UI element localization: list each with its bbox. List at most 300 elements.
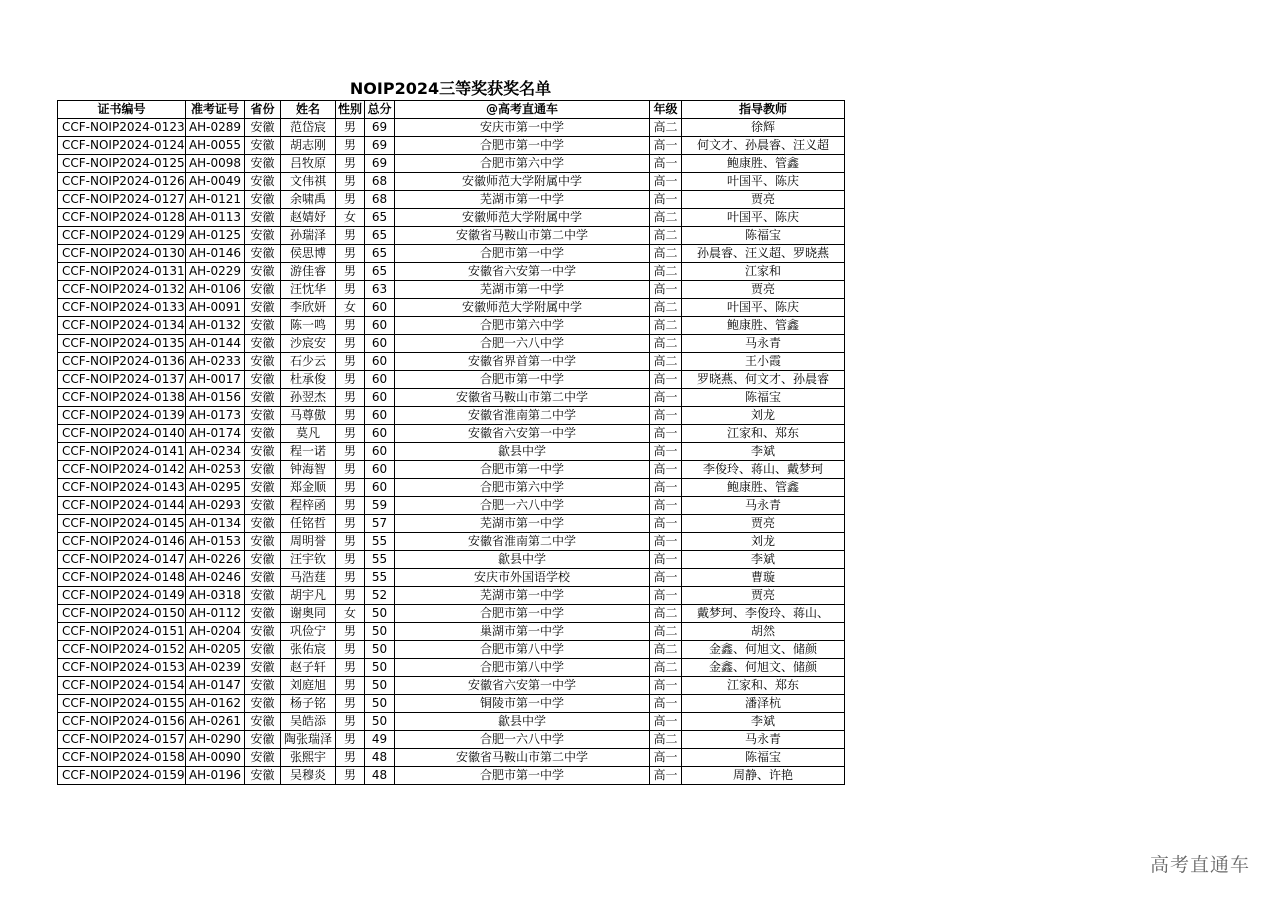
student-name-cell: 谢奥同 [281, 605, 336, 623]
award-table [57, 100, 845, 785]
score-cell: 60 [365, 389, 395, 407]
school-cell: 安徽省六安第一中学 [395, 263, 650, 281]
score-cell: 65 [365, 209, 395, 227]
header-province: 省份 [245, 101, 281, 119]
exam-number-cell: AH-0261 [186, 713, 245, 731]
score-cell: 60 [365, 407, 395, 425]
table-row [58, 299, 845, 317]
teacher-cell: 马永青 [682, 335, 845, 353]
gender-cell: 男 [336, 623, 365, 641]
gender-cell: 男 [336, 281, 365, 299]
table-row [58, 749, 845, 767]
school-cell: 安徽师范大学附属中学 [395, 299, 650, 317]
grade-cell: 高一 [650, 515, 682, 533]
gender-cell: 女 [336, 299, 365, 317]
exam-number-cell: AH-0098 [186, 155, 245, 173]
grade-cell: 高一 [650, 425, 682, 443]
table-row [58, 443, 845, 461]
student-name-cell: 游佳睿 [281, 263, 336, 281]
province-cell: 安徽 [245, 137, 281, 155]
score-cell: 60 [365, 443, 395, 461]
province-cell: 安徽 [245, 569, 281, 587]
province-cell: 安徽 [245, 641, 281, 659]
exam-number-cell: AH-0125 [186, 227, 245, 245]
province-cell: 安徽 [245, 389, 281, 407]
table-row [58, 263, 845, 281]
student-name-cell: 孙瑞泽 [281, 227, 336, 245]
score-cell: 69 [365, 155, 395, 173]
student-name-cell: 汪宇钦 [281, 551, 336, 569]
grade-cell: 高二 [650, 245, 682, 263]
table-row [58, 605, 845, 623]
exam-number-cell: AH-0173 [186, 407, 245, 425]
teacher-cell: 马永青 [682, 731, 845, 749]
teacher-cell: 何文才、孙晨睿、汪义超 [682, 137, 845, 155]
province-cell: 安徽 [245, 695, 281, 713]
grade-cell: 高一 [650, 695, 682, 713]
province-cell: 安徽 [245, 605, 281, 623]
province-cell: 安徽 [245, 623, 281, 641]
school-cell: 安徽省马鞍山市第二中学 [395, 227, 650, 245]
school-cell: 安庆市外国语学校 [395, 569, 650, 587]
table-row [58, 281, 845, 299]
teacher-cell: 刘龙 [682, 407, 845, 425]
cert-number-cell: CCF-NOIP2024-0154 [58, 677, 186, 695]
table-row [58, 173, 845, 191]
score-cell: 50 [365, 641, 395, 659]
teacher-cell: 罗晓燕、何文才、孙晨睿 [682, 371, 845, 389]
table-row [58, 623, 845, 641]
teacher-cell: 陈福宝 [682, 389, 845, 407]
province-cell: 安徽 [245, 407, 281, 425]
gender-cell: 男 [336, 731, 365, 749]
score-cell: 60 [365, 335, 395, 353]
gender-cell: 男 [336, 407, 365, 425]
school-cell: 合肥市第一中学 [395, 461, 650, 479]
gender-cell: 男 [336, 461, 365, 479]
school-cell: 合肥市第六中学 [395, 479, 650, 497]
exam-number-cell: AH-0017 [186, 371, 245, 389]
score-cell: 57 [365, 515, 395, 533]
table-row [58, 479, 845, 497]
table-row [58, 245, 845, 263]
gender-cell: 男 [336, 389, 365, 407]
score-cell: 50 [365, 659, 395, 677]
cert-number-cell: CCF-NOIP2024-0131 [58, 263, 186, 281]
school-cell: 合肥市第一中学 [395, 371, 650, 389]
cert-number-cell: CCF-NOIP2024-0142 [58, 461, 186, 479]
gender-cell: 男 [336, 173, 365, 191]
exam-number-cell: AH-0318 [186, 587, 245, 605]
header-exam-number: 准考证号 [186, 101, 245, 119]
school-cell: 歙县中学 [395, 713, 650, 731]
province-cell: 安徽 [245, 497, 281, 515]
school-cell: 歙县中学 [395, 551, 650, 569]
score-cell: 48 [365, 767, 395, 785]
score-cell: 50 [365, 695, 395, 713]
province-cell: 安徽 [245, 767, 281, 785]
student-name-cell: 程梓函 [281, 497, 336, 515]
score-cell: 48 [365, 749, 395, 767]
gender-cell: 男 [336, 515, 365, 533]
gender-cell: 男 [336, 245, 365, 263]
table-row [58, 713, 845, 731]
grade-cell: 高一 [650, 173, 682, 191]
table-row [58, 515, 845, 533]
student-name-cell: 吴皓添 [281, 713, 336, 731]
grade-cell: 高一 [650, 551, 682, 569]
gender-cell: 男 [336, 479, 365, 497]
gender-cell: 男 [336, 659, 365, 677]
table-row [58, 533, 845, 551]
school-cell: 安徽省马鞍山市第二中学 [395, 389, 650, 407]
grade-cell: 高二 [650, 605, 682, 623]
score-cell: 60 [365, 461, 395, 479]
gender-cell: 男 [336, 263, 365, 281]
table-row [58, 551, 845, 569]
province-cell: 安徽 [245, 425, 281, 443]
exam-number-cell: AH-0205 [186, 641, 245, 659]
table-row [58, 209, 845, 227]
exam-number-cell: AH-0121 [186, 191, 245, 209]
teacher-cell: 王小霞 [682, 353, 845, 371]
score-cell: 60 [365, 353, 395, 371]
cert-number-cell: CCF-NOIP2024-0132 [58, 281, 186, 299]
header-cert-number: 证书编号 [58, 101, 186, 119]
score-cell: 68 [365, 173, 395, 191]
exam-number-cell: AH-0234 [186, 443, 245, 461]
exam-number-cell: AH-0253 [186, 461, 245, 479]
cert-number-cell: CCF-NOIP2024-0124 [58, 137, 186, 155]
student-name-cell: 刘庭旭 [281, 677, 336, 695]
gender-cell: 男 [336, 155, 365, 173]
teacher-cell: 李斌 [682, 443, 845, 461]
school-cell: 合肥市第一中学 [395, 245, 650, 263]
score-cell: 50 [365, 605, 395, 623]
province-cell: 安徽 [245, 713, 281, 731]
table-row [58, 767, 845, 785]
teacher-cell: 鲍康胜、管鑫 [682, 317, 845, 335]
grade-cell: 高一 [650, 713, 682, 731]
exam-number-cell: AH-0174 [186, 425, 245, 443]
school-cell: 合肥市第一中学 [395, 137, 650, 155]
score-cell: 65 [365, 263, 395, 281]
exam-number-cell: AH-0233 [186, 353, 245, 371]
exam-number-cell: AH-0146 [186, 245, 245, 263]
grade-cell: 高二 [650, 317, 682, 335]
gender-cell: 男 [336, 425, 365, 443]
score-cell: 60 [365, 371, 395, 389]
student-name-cell: 石少云 [281, 353, 336, 371]
student-name-cell: 钟海智 [281, 461, 336, 479]
cert-number-cell: CCF-NOIP2024-0155 [58, 695, 186, 713]
gender-cell: 男 [336, 443, 365, 461]
student-name-cell: 周明誉 [281, 533, 336, 551]
exam-number-cell: AH-0289 [186, 119, 245, 137]
cert-number-cell: CCF-NOIP2024-0141 [58, 443, 186, 461]
header-name: 姓名 [281, 101, 336, 119]
exam-number-cell: AH-0112 [186, 605, 245, 623]
gender-cell: 男 [336, 137, 365, 155]
table-row [58, 137, 845, 155]
student-name-cell: 程一诺 [281, 443, 336, 461]
cert-number-cell: CCF-NOIP2024-0151 [58, 623, 186, 641]
school-cell: 合肥市第八中学 [395, 659, 650, 677]
cert-number-cell: CCF-NOIP2024-0144 [58, 497, 186, 515]
cert-number-cell: CCF-NOIP2024-0149 [58, 587, 186, 605]
grade-cell: 高一 [650, 191, 682, 209]
student-name-cell: 郑金顺 [281, 479, 336, 497]
student-name-cell: 陶张瑞泽 [281, 731, 336, 749]
school-cell: 合肥市第一中学 [395, 767, 650, 785]
cert-number-cell: CCF-NOIP2024-0135 [58, 335, 186, 353]
province-cell: 安徽 [245, 479, 281, 497]
score-cell: 52 [365, 587, 395, 605]
student-name-cell: 马尊傲 [281, 407, 336, 425]
grade-cell: 高二 [650, 263, 682, 281]
score-cell: 60 [365, 299, 395, 317]
school-cell: 合肥市第八中学 [395, 641, 650, 659]
cert-number-cell: CCF-NOIP2024-0156 [58, 713, 186, 731]
grade-cell: 高一 [650, 461, 682, 479]
gender-cell: 男 [336, 677, 365, 695]
gender-cell: 男 [336, 533, 365, 551]
teacher-cell: 潘泽杭 [682, 695, 845, 713]
school-cell: 合肥市第一中学 [395, 605, 650, 623]
page-title: NOIP2024三等奖获奖名单 [349, 79, 552, 98]
teacher-cell: 陈福宝 [682, 227, 845, 245]
gender-cell: 男 [336, 497, 365, 515]
student-name-cell: 马浩莛 [281, 569, 336, 587]
table-row [58, 497, 845, 515]
score-cell: 60 [365, 479, 395, 497]
score-cell: 60 [365, 425, 395, 443]
student-name-cell: 孙翌杰 [281, 389, 336, 407]
school-cell: 安徽省马鞍山市第二中学 [395, 749, 650, 767]
province-cell: 安徽 [245, 533, 281, 551]
header-row [58, 101, 845, 119]
cert-number-cell: CCF-NOIP2024-0159 [58, 767, 186, 785]
teacher-cell: 金鑫、何旭文、储颜 [682, 659, 845, 677]
teacher-cell: 徐辉 [682, 119, 845, 137]
cert-number-cell: CCF-NOIP2024-0123 [58, 119, 186, 137]
score-cell: 50 [365, 713, 395, 731]
student-name-cell: 任铭哲 [281, 515, 336, 533]
school-cell: 铜陵市第一中学 [395, 695, 650, 713]
school-cell: 安徽省六安第一中学 [395, 677, 650, 695]
gender-cell: 男 [336, 227, 365, 245]
gender-cell: 男 [336, 335, 365, 353]
teacher-cell: 江家和 [682, 263, 845, 281]
watermark: 高考直通车 [1149, 854, 1250, 876]
cert-number-cell: CCF-NOIP2024-0147 [58, 551, 186, 569]
header-school: @高考直通车 [395, 101, 650, 119]
table-row [58, 227, 845, 245]
exam-number-cell: AH-0153 [186, 533, 245, 551]
province-cell: 安徽 [245, 551, 281, 569]
teacher-cell: 李斌 [682, 551, 845, 569]
table-row [58, 407, 845, 425]
teacher-cell: 贾亮 [682, 587, 845, 605]
gender-cell: 男 [336, 641, 365, 659]
student-name-cell: 赵子轩 [281, 659, 336, 677]
grade-cell: 高一 [650, 749, 682, 767]
table-body [58, 119, 845, 785]
grade-cell: 高一 [650, 767, 682, 785]
province-cell: 安徽 [245, 731, 281, 749]
province-cell: 安徽 [245, 245, 281, 263]
cert-number-cell: CCF-NOIP2024-0138 [58, 389, 186, 407]
table-row [58, 353, 845, 371]
province-cell: 安徽 [245, 281, 281, 299]
table-row [58, 335, 845, 353]
table-row [58, 461, 845, 479]
grade-cell: 高一 [650, 497, 682, 515]
gender-cell: 男 [336, 767, 365, 785]
province-cell: 安徽 [245, 227, 281, 245]
gender-cell: 男 [336, 587, 365, 605]
province-cell: 安徽 [245, 443, 281, 461]
student-name-cell: 张熙宇 [281, 749, 336, 767]
province-cell: 安徽 [245, 353, 281, 371]
teacher-cell: 金鑫、何旭文、储颜 [682, 641, 845, 659]
cert-number-cell: CCF-NOIP2024-0143 [58, 479, 186, 497]
gender-cell: 男 [336, 551, 365, 569]
teacher-cell: 江家和、郑东 [682, 425, 845, 443]
student-name-cell: 文伟祺 [281, 173, 336, 191]
school-cell: 合肥一六八中学 [395, 335, 650, 353]
school-cell: 合肥一六八中学 [395, 497, 650, 515]
school-cell: 芜湖市第一中学 [395, 281, 650, 299]
province-cell: 安徽 [245, 191, 281, 209]
grade-cell: 高二 [650, 227, 682, 245]
table-row [58, 731, 845, 749]
student-name-cell: 汪忱华 [281, 281, 336, 299]
school-cell: 合肥市第六中学 [395, 155, 650, 173]
teacher-cell: 曹璇 [682, 569, 845, 587]
header-teacher: 指导教师 [682, 101, 845, 119]
school-cell: 安徽师范大学附属中学 [395, 209, 650, 227]
score-cell: 65 [365, 227, 395, 245]
gender-cell: 男 [336, 317, 365, 335]
exam-number-cell: AH-0246 [186, 569, 245, 587]
student-name-cell: 莫凡 [281, 425, 336, 443]
exam-number-cell: AH-0204 [186, 623, 245, 641]
student-name-cell: 张佑宸 [281, 641, 336, 659]
table-row [58, 119, 845, 137]
school-cell: 安徽省淮南第二中学 [395, 533, 650, 551]
teacher-cell: 李俊玲、蒋山、戴梦珂 [682, 461, 845, 479]
exam-number-cell: AH-0144 [186, 335, 245, 353]
table-row [58, 191, 845, 209]
gender-cell: 男 [336, 749, 365, 767]
province-cell: 安徽 [245, 209, 281, 227]
table-row [58, 677, 845, 695]
grade-cell: 高一 [650, 155, 682, 173]
grade-cell: 高一 [650, 677, 682, 695]
province-cell: 安徽 [245, 299, 281, 317]
province-cell: 安徽 [245, 587, 281, 605]
score-cell: 69 [365, 119, 395, 137]
score-cell: 68 [365, 191, 395, 209]
province-cell: 安徽 [245, 461, 281, 479]
student-name-cell: 胡志刚 [281, 137, 336, 155]
cert-number-cell: CCF-NOIP2024-0148 [58, 569, 186, 587]
table-row [58, 587, 845, 605]
teacher-cell: 贾亮 [682, 515, 845, 533]
grade-cell: 高一 [650, 587, 682, 605]
cert-number-cell: CCF-NOIP2024-0150 [58, 605, 186, 623]
province-cell: 安徽 [245, 173, 281, 191]
school-cell: 安徽省淮南第二中学 [395, 407, 650, 425]
student-name-cell: 杜承俊 [281, 371, 336, 389]
score-cell: 55 [365, 533, 395, 551]
student-name-cell: 范岱宸 [281, 119, 336, 137]
score-cell: 50 [365, 677, 395, 695]
cert-number-cell: CCF-NOIP2024-0137 [58, 371, 186, 389]
student-name-cell: 沙宸安 [281, 335, 336, 353]
exam-number-cell: AH-0147 [186, 677, 245, 695]
province-cell: 安徽 [245, 317, 281, 335]
province-cell: 安徽 [245, 263, 281, 281]
grade-cell: 高一 [650, 389, 682, 407]
score-cell: 55 [365, 551, 395, 569]
grade-cell: 高二 [650, 353, 682, 371]
cert-number-cell: CCF-NOIP2024-0153 [58, 659, 186, 677]
cert-number-cell: CCF-NOIP2024-0158 [58, 749, 186, 767]
teacher-cell: 叶国平、陈庆 [682, 299, 845, 317]
school-cell: 安徽省六安第一中学 [395, 425, 650, 443]
exam-number-cell: AH-0091 [186, 299, 245, 317]
table-row [58, 659, 845, 677]
table-row [58, 389, 845, 407]
cert-number-cell: CCF-NOIP2024-0146 [58, 533, 186, 551]
teacher-cell: 马永青 [682, 497, 845, 515]
grade-cell: 高二 [650, 209, 682, 227]
exam-number-cell: AH-0106 [186, 281, 245, 299]
gender-cell: 男 [336, 569, 365, 587]
score-cell: 49 [365, 731, 395, 749]
grade-cell: 高一 [650, 137, 682, 155]
teacher-cell: 叶国平、陈庆 [682, 209, 845, 227]
teacher-cell: 叶国平、陈庆 [682, 173, 845, 191]
grade-cell: 高二 [650, 623, 682, 641]
exam-number-cell: AH-0226 [186, 551, 245, 569]
exam-number-cell: AH-0132 [186, 317, 245, 335]
exam-number-cell: AH-0156 [186, 389, 245, 407]
gender-cell: 男 [336, 371, 365, 389]
grade-cell: 高二 [650, 299, 682, 317]
teacher-cell: 刘龙 [682, 533, 845, 551]
table-row [58, 155, 845, 173]
gender-cell: 女 [336, 605, 365, 623]
province-cell: 安徽 [245, 371, 281, 389]
cert-number-cell: CCF-NOIP2024-0136 [58, 353, 186, 371]
grade-cell: 高一 [650, 533, 682, 551]
teacher-cell: 戴梦珂、李俊玲、蒋山、 [682, 605, 845, 623]
student-name-cell: 巩俭宁 [281, 623, 336, 641]
cert-number-cell: CCF-NOIP2024-0157 [58, 731, 186, 749]
exam-number-cell: AH-0295 [186, 479, 245, 497]
teacher-cell: 贾亮 [682, 281, 845, 299]
cert-number-cell: CCF-NOIP2024-0130 [58, 245, 186, 263]
student-name-cell: 余啸禹 [281, 191, 336, 209]
gender-cell: 男 [336, 713, 365, 731]
teacher-cell: 孙晨睿、汪义超、罗晓燕 [682, 245, 845, 263]
exam-number-cell: AH-0090 [186, 749, 245, 767]
province-cell: 安徽 [245, 335, 281, 353]
grade-cell: 高一 [650, 443, 682, 461]
